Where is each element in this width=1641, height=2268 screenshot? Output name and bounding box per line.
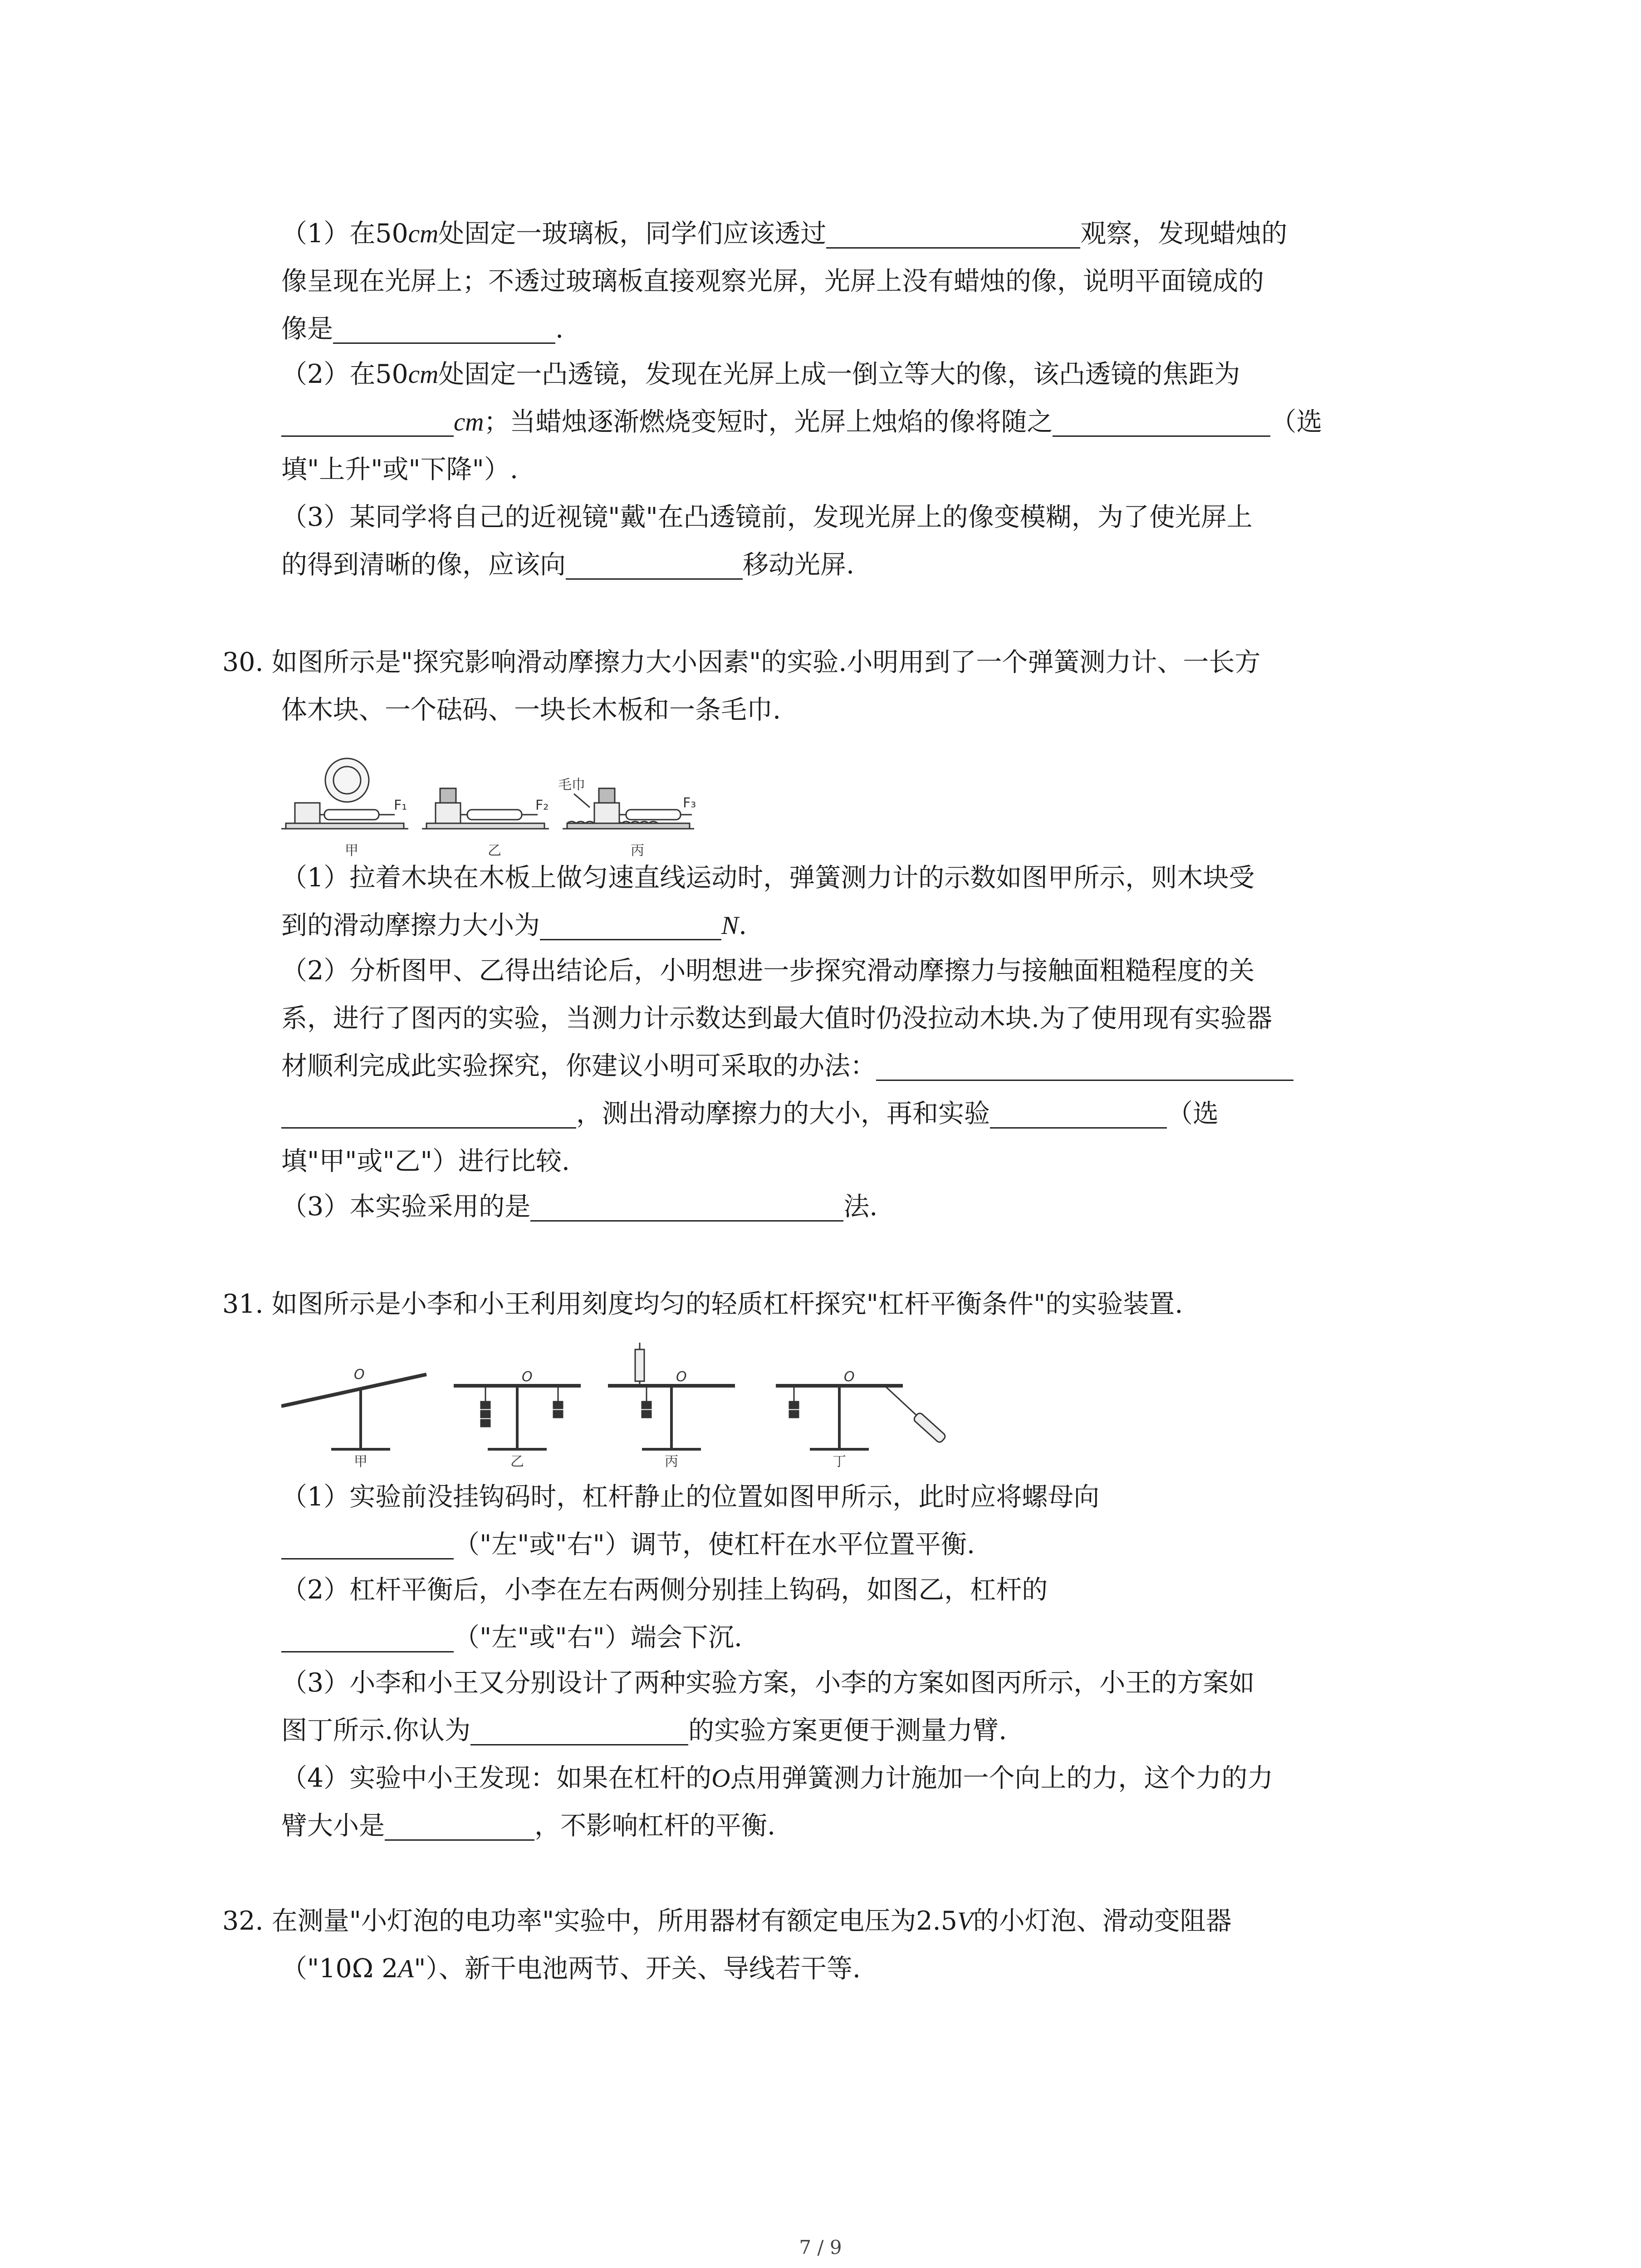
pivot-label: O (676, 1369, 687, 1385)
answer-blank[interactable] (990, 1100, 1167, 1129)
answer-blank[interactable] (281, 1624, 454, 1652)
figure-caption-ding: 丁 (833, 1454, 846, 1470)
answer-blank[interactable] (281, 408, 454, 437)
answer-blank[interactable] (876, 1052, 1293, 1081)
q29-p2-line3: 填"上升"或"下降"）. (281, 455, 518, 484)
q31-p4-line1: （4）实验中小王发现：如果在杠杆的O点用弹簧测力计施加一个向上的力，这个力的力 (281, 1763, 1274, 1793)
q30-p2-line3: 材顺利完成此实验探究，你建议小明可采取的办法： (281, 1050, 1293, 1082)
q30-p2-line2: 系，进行了图丙的实验，当测力计示数达到最大值时仍没拉动木块.为了使用现有实验器 (281, 1003, 1273, 1033)
page-number: 7 / 9 (799, 2236, 842, 2258)
pivot-label: O (354, 1367, 365, 1383)
q30-p2-line4: ，测出滑动摩擦力的大小，再和实验 （选 (281, 1098, 1219, 1129)
q29-p2-line1: （2）在50cm处固定一凸透镜，发现在光屏上成一倒立等大的像，该凸透镜的焦距为 (281, 359, 1240, 389)
answer-blank[interactable] (385, 1812, 534, 1841)
q30-p2-line1: （2）分析图甲、乙得出结论后，小明想进一步探究滑动摩擦力与接触面粗糙程度的关 (281, 956, 1255, 986)
figure-caption-bing: 丙 (665, 1454, 678, 1470)
answer-blank[interactable] (1053, 408, 1270, 437)
q29-p1-line3: 像是 . (281, 314, 564, 344)
q31-p1-line2: （"左"或"右"）调节，使杠杆在水平位置平衡. (281, 1529, 975, 1560)
answer-blank[interactable] (566, 551, 743, 580)
q31-p1-line1: （1）实验前没挂钩码时，杠杆静止的位置如图甲所示，此时应将螺母向 (281, 1482, 1100, 1512)
q29-p3-line1: （3）某同学将自己的近视镜"戴"在凸透镜前，发现光屏上的像变模糊，为了使光屏上 (281, 502, 1253, 532)
answer-blank[interactable] (826, 220, 1080, 249)
q30-p3-line1: （3）本实验采用的是 法. (281, 1192, 878, 1222)
figure-caption-jia: 甲 (345, 843, 358, 859)
figure-caption-yi: 乙 (510, 1454, 524, 1470)
friction-experiment-figure (281, 739, 699, 862)
q31-p3-line2: 图丁所示.你认为 的实验方案更便于测量力臂. (281, 1716, 1007, 1745)
lever-experiment-figure (281, 1343, 989, 1470)
q30-intro-line2: 体木块、一个砝码、一块长木板和一条毛巾. (281, 695, 781, 725)
answer-blank[interactable] (540, 912, 721, 940)
force-label-f3: F₃ (683, 795, 696, 811)
towel-label: 毛巾 (558, 777, 585, 793)
q31-intro: 31. 如图所示是小李和小王利用刻度均匀的轻质杠杆探究"杠杆平衡条件"的实验装置. (222, 1289, 1183, 1319)
q29-p1-line2: 像呈现在光屏上；不透过玻璃板直接观察光屏，光屏上没有蜡烛的像，说明平面镜成的 (281, 266, 1264, 296)
answer-blank[interactable] (333, 315, 555, 344)
figure-caption-bing: 丙 (631, 843, 644, 859)
figure-caption-jia: 甲 (354, 1454, 367, 1470)
figure-caption-yi: 乙 (488, 843, 501, 859)
force-label-f2: F₂ (535, 797, 549, 813)
answer-blank[interactable] (470, 1717, 688, 1745)
pivot-label: O (844, 1369, 855, 1385)
q29-p1-line1: （1）在50cm处固定一玻璃板，同学们应该透过 观察，发现蜡烛的 (281, 219, 1288, 249)
q32-line1: 32. 在测量"小灯泡的电功率"实验中，所用器材有额定电压为2.5V的小灯泡、滑动变阻器 (222, 1906, 1232, 1936)
q30-p1-line1: （1）拉着木块在木板上做匀速直线运动时，弹簧测力计的示数如图甲所示，则木块受 (281, 863, 1255, 893)
q31-p2-line2: （"左"或"右"）端会下沉. (281, 1622, 742, 1653)
answer-blank[interactable] (281, 1100, 576, 1129)
answer-blank[interactable] (281, 1531, 454, 1559)
q30-intro-line1: 30. 如图所示是"探究影响滑动摩擦力大小因素"的实验.小明用到了一个弹簧测力计、一长方 (222, 647, 1261, 677)
q31-p3-line1: （3）小李和小王又分别设计了两种实验方案，小李的方案如图丙所示，小王的方案如 (281, 1668, 1255, 1698)
q29-p3-line2: 的得到清晰的像，应该向 移动光屏. (281, 550, 855, 580)
pivot-label: O (522, 1369, 533, 1385)
q29-p2-line2: cm；当蜡烛逐渐燃烧变短时，光屏上烛焰的像将随之 （选 (281, 406, 1322, 438)
q30-p1-line2: 到的滑动摩擦力大小为 N. (281, 910, 747, 940)
q31-p2-line1: （2）杠杆平衡后，小李在左右两侧分别挂上钩码，如图乙，杠杆的 (281, 1575, 1048, 1605)
q30-p2-line5: 填"甲"或"乙"）进行比较. (281, 1146, 570, 1176)
force-label-f1: F₁ (394, 797, 407, 813)
answer-blank[interactable] (530, 1193, 843, 1222)
q31-p4-line2: 臂大小是 ，不影响杠杆的平衡. (281, 1811, 776, 1841)
q32-line2: （"10Ω 2A"）、新干电池两节、开关、导线若干等. (281, 1954, 861, 1984)
